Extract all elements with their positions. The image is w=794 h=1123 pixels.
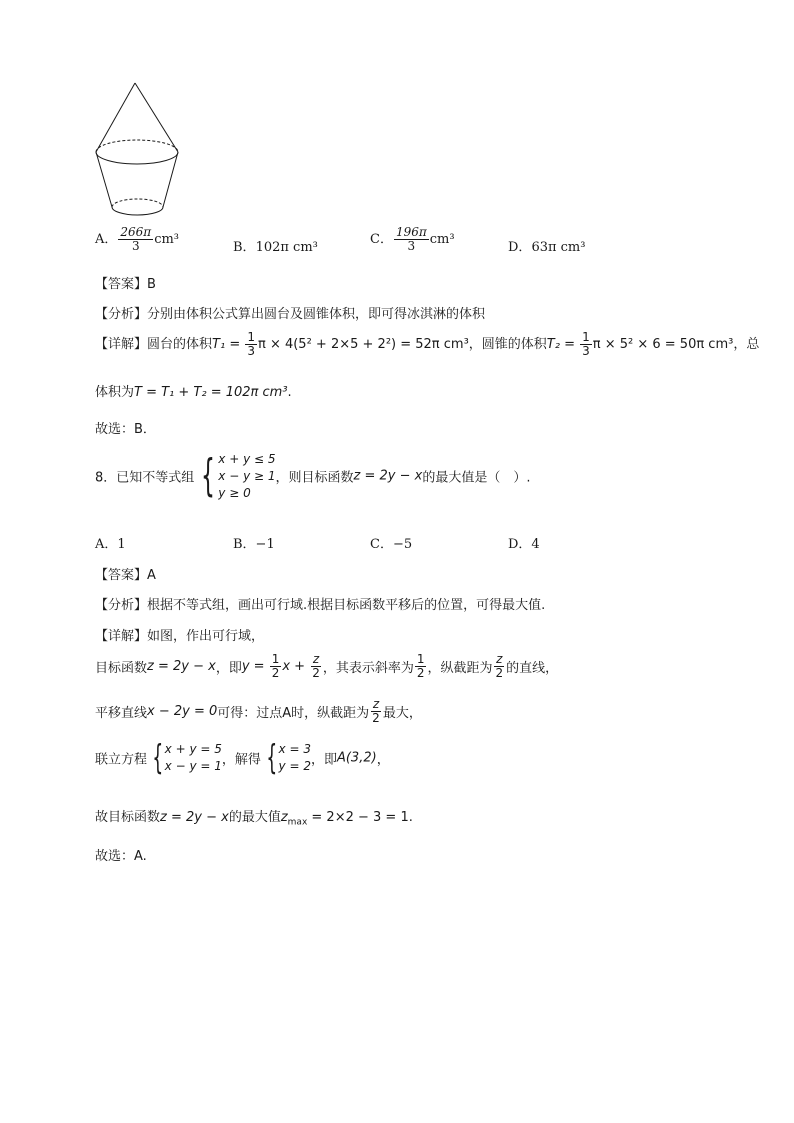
q8-stem-prefix: 8．已知不等式组	[95, 470, 195, 486]
q8-analysis-line	[95, 594, 545, 613]
total-volume-expr: T = T₁ + T₂ = 102π cm³	[134, 385, 288, 400]
detail-tag: 【详解】	[95, 629, 148, 644]
q7-conclusion: 故选：B．	[95, 422, 156, 437]
q8-detail-line-1: 【详解】如图，作出可行域，	[95, 629, 265, 644]
q7-answer-value: B	[147, 277, 156, 292]
q7-option-c-fraction: $\frac{196\pi}{3}$	[395, 225, 427, 254]
q8-stem: 8．已知不等式组 { x + y ≤ 5 x − y ≥ 1 y ≥ 0 ，则目标函数z = 2y − x的最大值是（ ）.	[95, 450, 531, 502]
analysis-tag: 【分析】	[95, 598, 148, 613]
answer-tag: 【答案】	[95, 568, 148, 583]
q8-analysis-text: 根据不等式组，画出可行域.根据目标函数平移后的位置，可得最大值.	[147, 598, 546, 613]
q7-option-b[interactable]: B．102π cm³	[233, 240, 318, 255]
analysis-tag: 【分析】	[95, 307, 148, 322]
frustum-bottom-ellipse-back	[112, 199, 163, 207]
frustum-top-ellipse-back	[96, 140, 178, 152]
q7-detail-line-1: 【详解】圆台的体积T₁ = $\frac{1}{3}$ π × 4(5² + 2×5 + 2²) = 52π cm³，圆锥的体积T₂ = $\frac{1}{3}$ π × 5² × 6 = 50π cm³，总	[95, 330, 760, 359]
q8-detail-line-2: 目标函数z = 2y − x，即y = $\frac{1}{2}$ x + $\frac{z}{2}$ ，其表示斜率为 $\frac{1}{2}$ ，纵截距为 $\frac{z}{2}$ 的直线，	[95, 652, 559, 681]
cone-volume-expr: π × 5² × 6 = 50π cm³	[592, 337, 734, 353]
q7-option-c[interactable]: C． $\frac{196\pi}{3}$ cm³	[370, 225, 455, 254]
frustum-volume-expr: π × 4(5² + 2×5 + 2²) = 52π cm³	[257, 337, 469, 353]
q8-option-a[interactable]: A．1	[95, 537, 126, 552]
cone-left-edge	[96, 83, 135, 152]
q8-inequality-system: { x + y ≤ 5 x − y ≥ 1 y ≥ 0	[201, 450, 276, 502]
q8-equation-system: { x + y = 5 x − y = 1	[152, 738, 222, 778]
q8-detail-line-4: 联立方程 { x + y = 5 x − y = 1 ，解得 { x = 3 y = 2 ，即A(3,2)，	[95, 738, 390, 778]
q7-option-a-unit: cm³	[154, 232, 180, 248]
frustum-left-edge	[96, 152, 112, 207]
q7-analysis-line	[95, 303, 485, 322]
q8-option-c[interactable]: C．−5	[370, 537, 413, 552]
answer-tag: 【答案】	[95, 277, 148, 292]
q8-answer-line	[95, 564, 156, 583]
cone-right-edge	[135, 83, 178, 152]
q7-option-d-value: 63π cm³	[531, 240, 586, 255]
q8-answer-value: A	[147, 568, 156, 583]
q7-option-b-value: 102π cm³	[255, 240, 318, 255]
q8-option-b[interactable]: B．−1	[233, 537, 275, 552]
ice-cream-solid-figure	[90, 78, 190, 223]
detail-tag: 【详解】	[95, 337, 148, 353]
q8-conclusion: 故选：A.	[95, 849, 147, 864]
q7-option-a-label: A．	[95, 232, 118, 248]
q8-detail-line-3: 平移直线x − 2y = 0可得：过点A时，纵截距为 $\frac{z}{2}$ 最大，	[95, 697, 422, 726]
q7-option-d[interactable]: D．63π cm³	[508, 240, 586, 255]
q7-analysis-text: 分别由体积公式算出圆台及圆锥体积，即可得冰淇淋的体积	[147, 307, 486, 322]
q7-answer-line	[95, 273, 156, 292]
frustum-bottom-ellipse-front	[112, 207, 163, 215]
frustum-top-ellipse-front	[96, 152, 178, 164]
q7-option-a[interactable]	[95, 226, 179, 253]
q7-detail-line-2: 体积为T = T₁ + T₂ = 102π cm³.	[95, 385, 292, 400]
q7-option-a-fraction: $\frac{266\pi}{3}$	[120, 225, 152, 254]
q8-solution-system: { x = 3 y = 2	[266, 738, 311, 778]
point-a: A(3,2)	[336, 750, 377, 766]
q8-detail-line-5: 故目标函数z = 2y − x的最大值$z_{max} = 2\times 2 - 3 = 1$.	[95, 810, 413, 828]
q8-option-d[interactable]: D．4	[508, 537, 540, 552]
